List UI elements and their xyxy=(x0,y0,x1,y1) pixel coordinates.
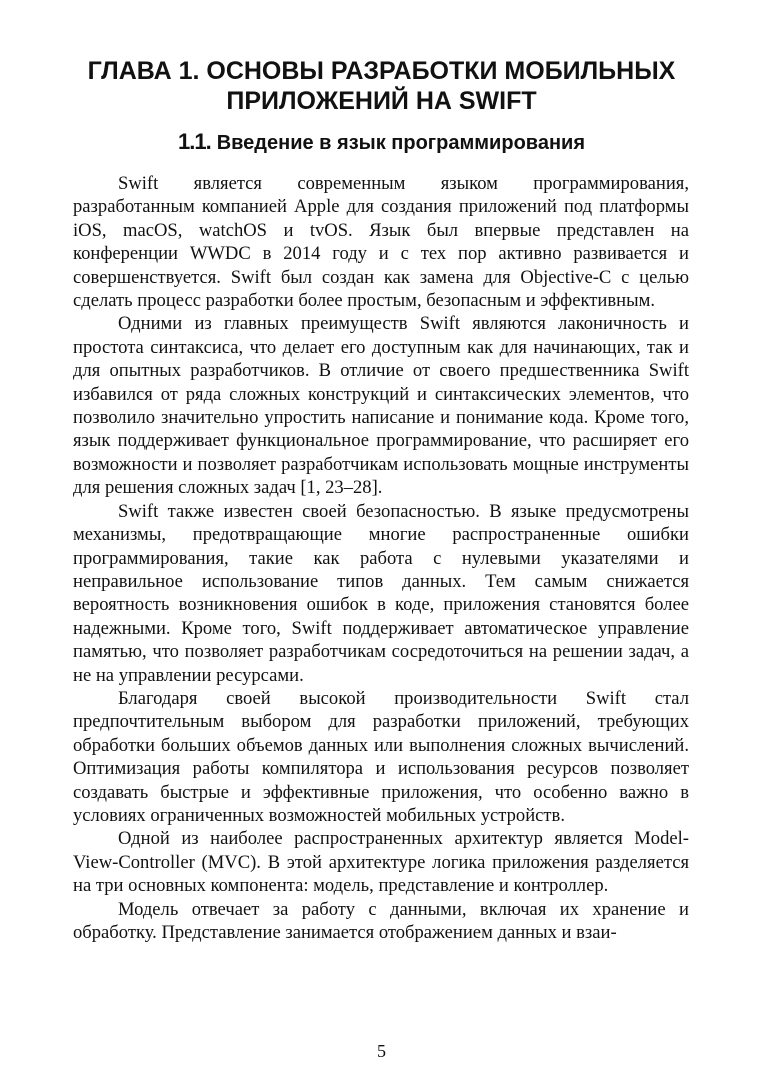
page-number: 5 xyxy=(377,1041,386,1061)
paragraph: Модель отвечает за работу с данными, включая их хранение и обработку. Представление занимается отображением данных и взаи- xyxy=(73,898,689,943)
paragraph: Swift также известен своей безопасностью. В языке предусмотрены механизмы, предотвращающие многие распространенные ошибки программирования, такие как работа с нулевыми указателями и неправильное использование типов данных. Тем самым снижается вероятность возникновения ошибок в коде, приложения становятся более надежными. Кроме того, Swift поддерживает автоматическое управление памятью, что позволяет разработчикам сосредоточиться на решении задач, а не на управлении ресурсами. xyxy=(73,500,689,686)
section-title xyxy=(40,129,723,156)
paragraph: Одной из наиболее распространенных архитектур является Model-View-Controller (MVC). В этой архитектуре логика приложения разделяется на три основных компонента: модель, представление и контроллер. xyxy=(73,828,689,897)
paragraph: Благодаря своей высокой производительности Swift стал предпочтительным выбором для разработки приложений, требующих обработки больших объемов данных или выполнения сложных вычислений. Оптимизация работы компилятора и использования ресурсов позволяет создавать быстрые и эффективные приложения, что особенно важно в условиях ограниченных возможностей мобильных устройств. xyxy=(73,687,689,826)
paragraph: Одними из главных преимуществ Swift являются лаконичность и простота синтаксиса, что делает его доступным как для начинающих, так и для опытных разработчиков. В отличие от своего предшественника Swift избавился от ряда сложных конструкций и синтаксических элементов, что позволило значительно упростить написание и понимание кода. Кроме того, язык поддерживает функциональное программирование, что расширяет его возможности и позволяет разработчикам использовать мощные инструменты для решения сложных задач [1, 23–28]. xyxy=(73,313,689,499)
body-text xyxy=(73,172,689,944)
chapter-title xyxy=(40,56,723,116)
chapter-title-line-1: ГЛАВА 1. ОСНОВЫ РАЗРАБОТКИ МОБИЛЬНЫХ xyxy=(87,57,676,85)
section-number: 1.1. xyxy=(178,129,211,154)
section-title-text: Введение в язык программирования xyxy=(216,132,585,154)
paragraph: Swift является современным языком программирования, разработанным компанией Apple для создания приложений под платформы iOS, macOS, watchOS и tvOS. Язык был впервые представлен на конференции WWDC в 2014 году и с тех пор активно развивается и совершенствуется. Swift был создан как замена для Objective-C с целью сделать процесс разработки более простым, безопасным и эффективным. xyxy=(73,173,689,312)
chapter-title-line-2: ПРИЛОЖЕНИЙ НА SWIFT xyxy=(226,87,537,115)
